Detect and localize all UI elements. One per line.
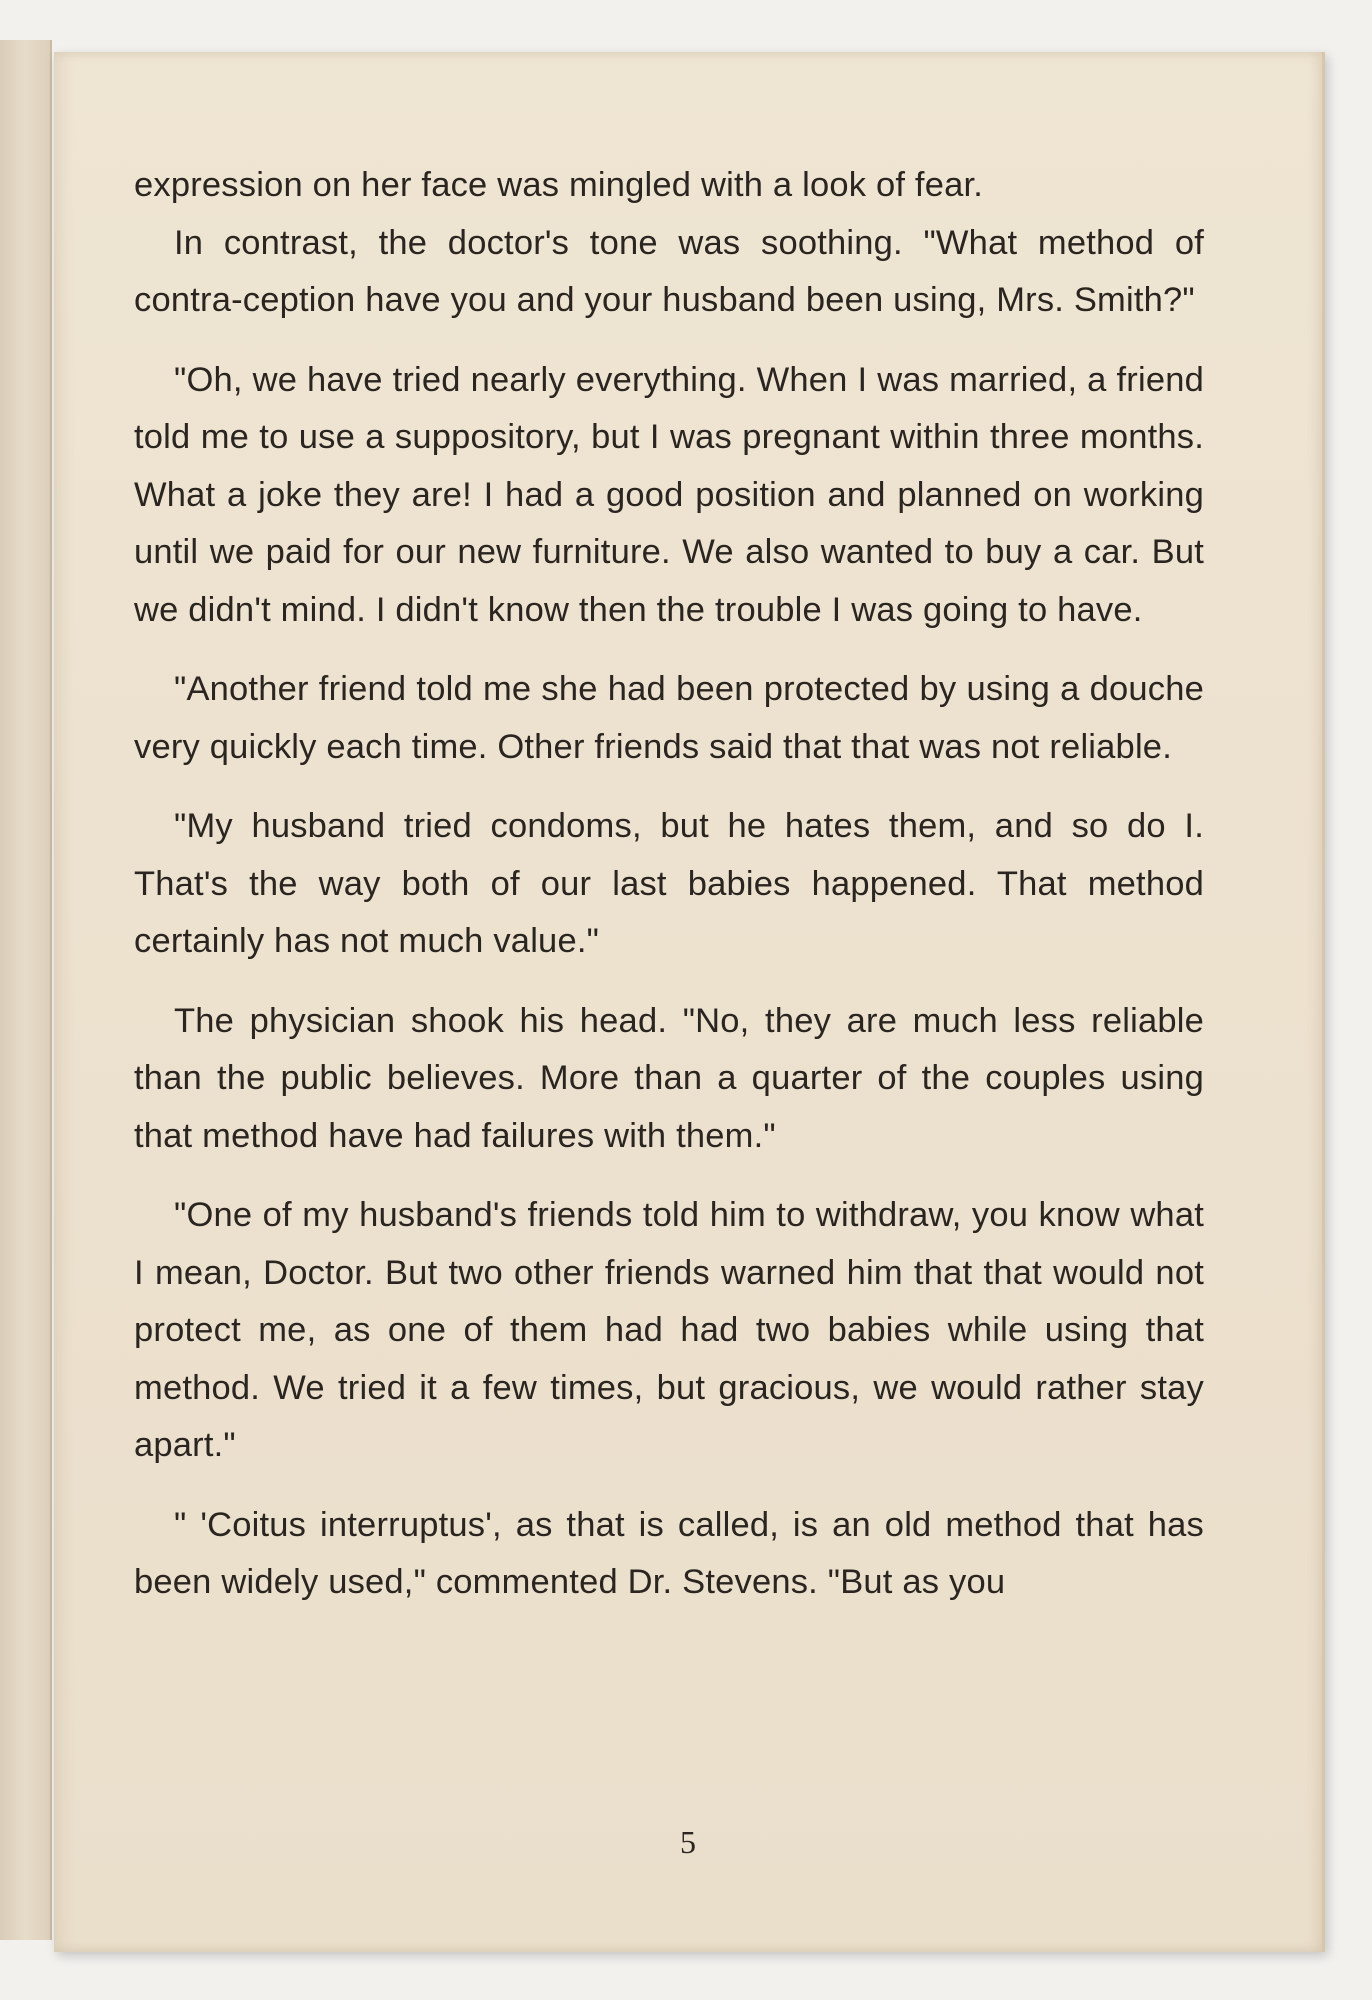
book-page	[54, 52, 1325, 1952]
paragraph-4: "Another friend told me she had been protected by using a douche very quickly each time. Other friends said that that was not reliable.	[134, 670, 1204, 766]
page-number: 5	[680, 1824, 696, 1860]
paragraph-3: "Oh, we have tried nearly everything. When I was married, a friend told me to use a suppository, but I was pregnant within three months. What a joke they are! I had a good position and planned on working until we paid for our new furniture. We also wanted to buy a car. But we didn't mind. I didn't know then the trouble I was going to have.	[134, 360, 1204, 629]
paragraph-8: " 'Coitus interruptus', as that is called, is an old method that has been widely used," commented Dr. Stevens. "But as you	[134, 1505, 1204, 1601]
facing-page-edge	[0, 40, 52, 1940]
paragraph-2: In contrast, the doctor's tone was soothing. "What method of contra-ception have you and your husband been using, Mrs. Smith?"	[134, 223, 1204, 319]
paragraph-5: "My husband tried condoms, but he hates them, and so do I. That's the way both of our last babies happened. That method certainly has not much value."	[134, 807, 1204, 960]
body-text	[134, 157, 1204, 1634]
paragraph-1: expression on her face was mingled with a look of fear.	[134, 166, 984, 204]
paragraph-6: The physician shook his head. "No, they are much less reliable than the public believes. More than a quarter of the couples using that method have had failures with them."	[134, 1001, 1204, 1155]
paragraph-7: "One of my husband's friends told him to withdraw, you know what I mean, Doctor. But two other friends warned him that that would not protect me, as one of them had had two babies while using that method. We tried it a few times, but gracious, we would rather stay apart."	[134, 1196, 1204, 1464]
